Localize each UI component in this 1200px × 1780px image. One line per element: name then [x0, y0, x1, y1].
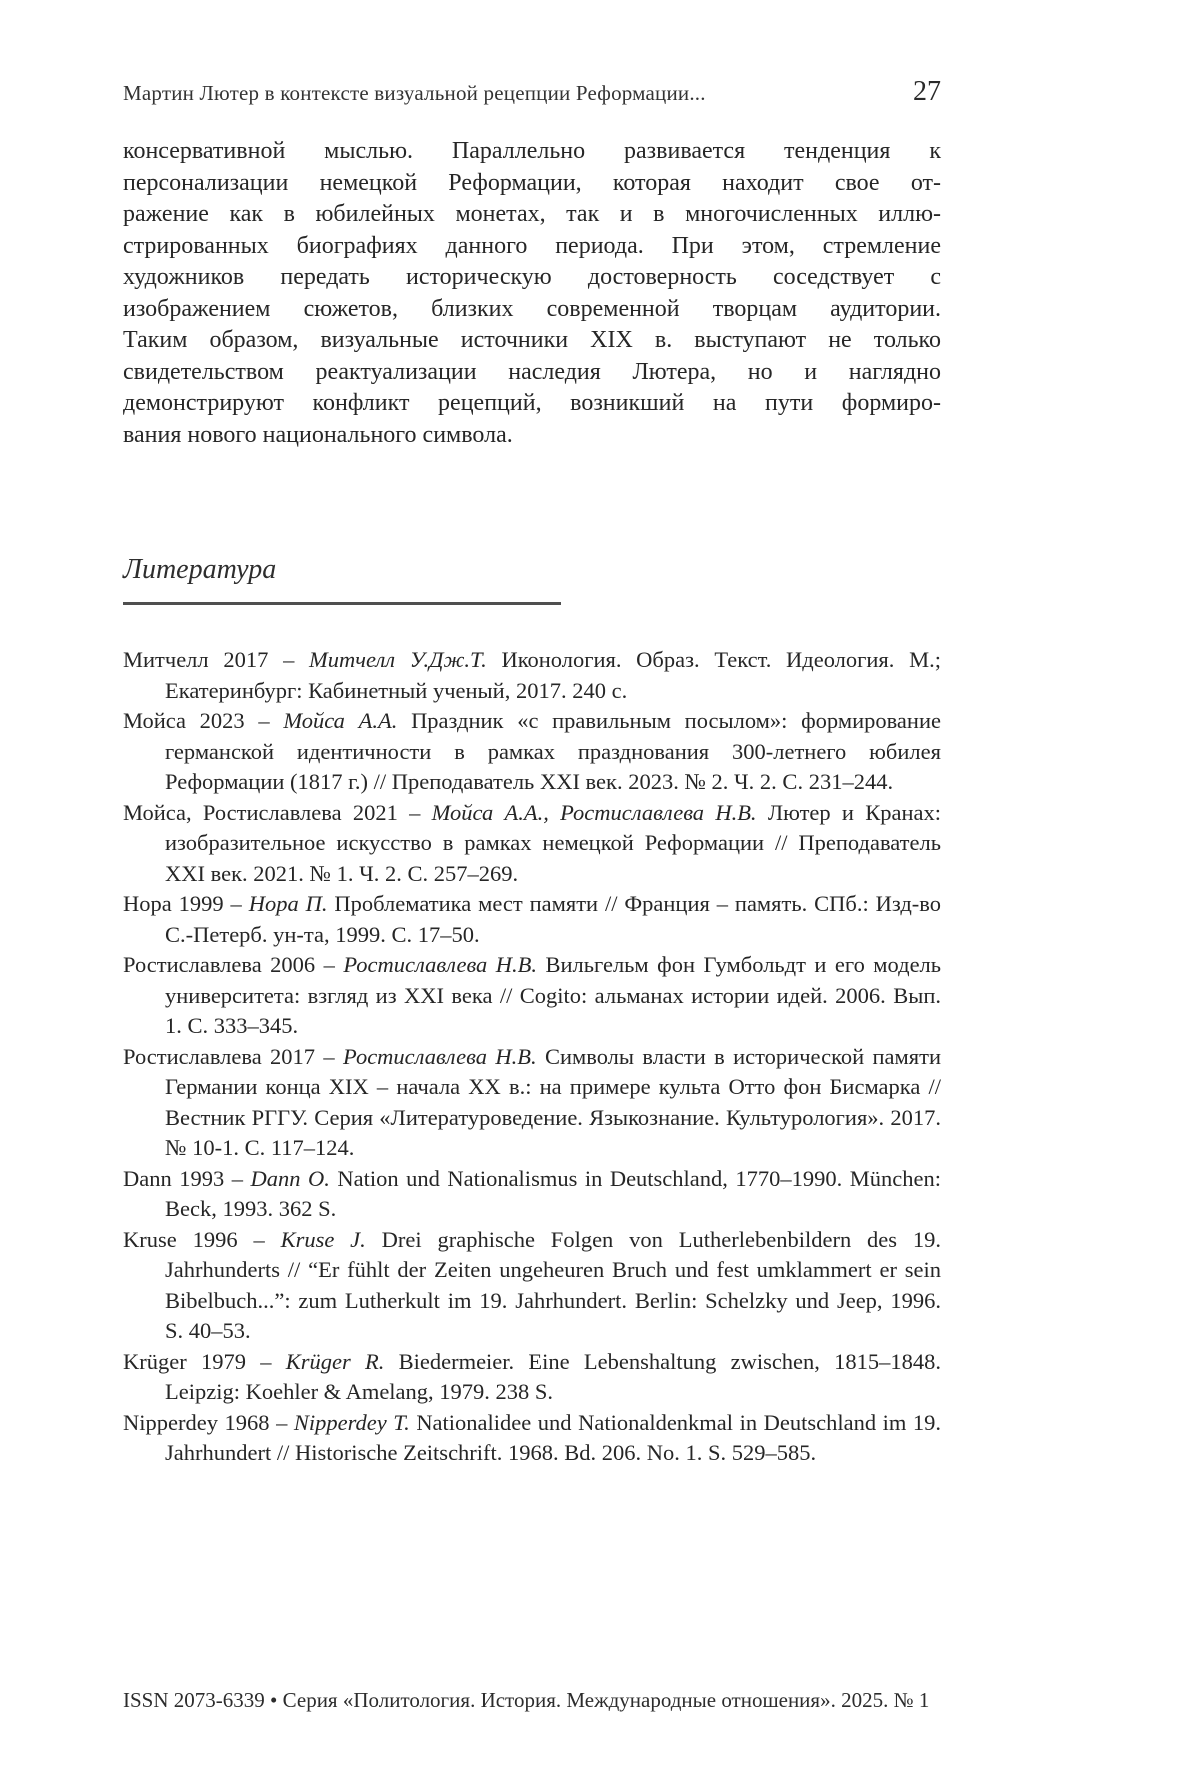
- footer-line: [123, 1688, 943, 1713]
- citation-separator: –: [260, 1348, 272, 1374]
- bibliography-entry: [123, 1347, 941, 1408]
- citation-text: Лютер и Кранах: изобразительное искусство в рамках немецкой Реформации // Преподаватель XXI век. 2021. № 1. Ч. 2. С. 257–269.: [165, 799, 942, 886]
- bibliography-entry: [123, 1225, 941, 1347]
- body-line: ражение как в юбилейных монетах, так и в многочисленных иллю-: [123, 201, 941, 227]
- body-line: художников передать историческую достоверность соседствует с: [123, 264, 941, 290]
- citation-key: Мойса, Ростиславлева 2021: [123, 799, 398, 825]
- citation-text: Символы власти в исторической памяти Германии конца XIX – начала XX в.: на примере культа Отто фон Бисмарка // Вестник РГГУ. Серия «Литературоведение. Языкознание. Культурология». 2017. № 10-1. С. 117–124.: [165, 1043, 941, 1160]
- citation-text: Nationalidee und Nationaldenkmal in Deutschland im 19. Jahrhundert // Historische Zeitschrift. 1968. Bd. 206. No. 1. S. 529–585.: [165, 1409, 942, 1465]
- body-line: изображением сюжетов, близких современной творцам аудитории.: [123, 295, 941, 322]
- running-head: [123, 76, 941, 108]
- citation-separator: –: [258, 708, 270, 733]
- body-line: демонстрируют конфликт рецепций, возникший на пути формиро-: [123, 390, 941, 416]
- bibliography-entry: [123, 706, 941, 798]
- body-line: консервативной мыслью. Параллельно развивается тенденция к: [123, 138, 941, 164]
- citation-key: Нора 1999: [123, 891, 224, 916]
- citation-text: Иконология. Образ. Текст. Идеология. М.; Екатеринбург: Кабинетный ученый, 2017. 240 с.: [165, 647, 942, 703]
- page-number: 27: [913, 76, 941, 107]
- citation-key: Kruse 1996: [123, 1226, 238, 1252]
- body-line: стрированных биографиях данного периода. При этом, стремление: [123, 232, 941, 259]
- citation-authors: Ростиславлева Н.В.: [343, 952, 538, 977]
- heading-rule: [123, 602, 561, 605]
- bibliography-entry: [123, 798, 941, 890]
- citation-key: Nipperdey 1968: [123, 1409, 270, 1435]
- citation-text: Праздник «с правильным посылом»: формирование германской идентичности в рамках празднования 300-летнего юбилея Реформации (1817 г.) // Преподаватель XXI век. 2023. № 2. Ч. 2. С. 231–244.: [165, 708, 941, 794]
- body-line: Таким образом, визуальные источники XIX в. выступают не только: [123, 327, 941, 353]
- bibliography-entry: [123, 1408, 941, 1469]
- citation-text: Проблематика мест памяти // Франция – память. СПб.: Изд-во С.-Петерб. ун-та, 1999. С. 17–50.: [165, 891, 942, 947]
- footer-text: ISSN 2073-6339 • Серия «Политология. История. Международные отношения». 2025. № 1: [123, 1688, 930, 1712]
- citation-authors: Krüger R.: [285, 1348, 385, 1374]
- citation-authors: Nipperdey T.: [293, 1409, 410, 1435]
- citation-key: Митчелл 2017: [123, 647, 269, 672]
- body-line: персонализации немецкой Реформации, которая находит свое от-: [123, 169, 941, 196]
- citation-key: Мойса 2023: [123, 708, 245, 733]
- citation-key: Dann 1993: [123, 1165, 225, 1191]
- citation-authors: Мойса А.А.: [283, 708, 398, 733]
- citation-authors: Kruse J.: [280, 1226, 366, 1252]
- body-paragraph: [123, 136, 941, 451]
- literature-heading: Литература: [123, 554, 277, 585]
- citation-separator: –: [409, 799, 421, 825]
- citation-key: Ростиславлева 2006: [123, 952, 316, 977]
- citation-separator: –: [323, 1043, 335, 1069]
- bibliography-entry: [123, 1164, 941, 1225]
- citation-separator: –: [323, 952, 335, 977]
- citation-key: Ростиславлева 2017: [123, 1043, 316, 1069]
- citation-separator: –: [283, 647, 295, 672]
- running-title: Мартин Лютер в контексте визуальной рецепции Реформации...: [123, 81, 706, 105]
- citation-text: Drei graphische Folgen von Lutherlebenbildern des 19. Jahrhunderts // “Er fühlt der Zeiten ungeheuren Bruch und fest umklammert er sein Bibelbuch...”: zum Lutherkult im 19. Jahrhundert. Berlin: Schelzky und Jeep, 1996. S. 40–53.: [165, 1226, 942, 1343]
- bibliography-entry: [123, 950, 941, 1042]
- bibliography-entry: [123, 645, 941, 706]
- citation-separator: –: [230, 891, 242, 916]
- citation-key: Krüger 1979: [123, 1348, 246, 1374]
- citation-authors: Dann O.: [250, 1165, 330, 1191]
- citation-separator: –: [231, 1165, 243, 1191]
- citation-authors: Нора П.: [248, 891, 328, 916]
- citation-text: Вильгельм фон Гумбольдт и его модель университета: взгляд из XXI века // Cogito: альманах истории идей. 2006. Вып. 1. С. 333–345.: [165, 952, 942, 1038]
- bibliography-entry: [123, 1042, 941, 1164]
- citation-text: Nation und Nationalismus in Deutschland, 1770–1990. München: Beck, 1993. 362 S.: [165, 1165, 942, 1221]
- citation-authors: Мойса А.А., Ростиславлева Н.В.: [431, 799, 757, 825]
- body-line: свидетельством реактуализации наследия Лютера, но и наглядно: [123, 358, 941, 385]
- bibliography-entry: [123, 889, 941, 950]
- bibliography-list: [123, 645, 941, 1469]
- citation-separator: –: [253, 1226, 265, 1252]
- citation-text: Biedermeier. Eine Lebenshaltung zwischen, 1815–1848. Leipzig: Koehler & Amelang, 1979. 238 S.: [165, 1348, 942, 1404]
- body-line: вания нового национального символа.: [123, 421, 513, 448]
- citation-authors: Митчелл У.Дж.Т.: [309, 647, 487, 672]
- citation-separator: –: [276, 1409, 288, 1435]
- citation-authors: Ростиславлева Н.В.: [343, 1043, 537, 1069]
